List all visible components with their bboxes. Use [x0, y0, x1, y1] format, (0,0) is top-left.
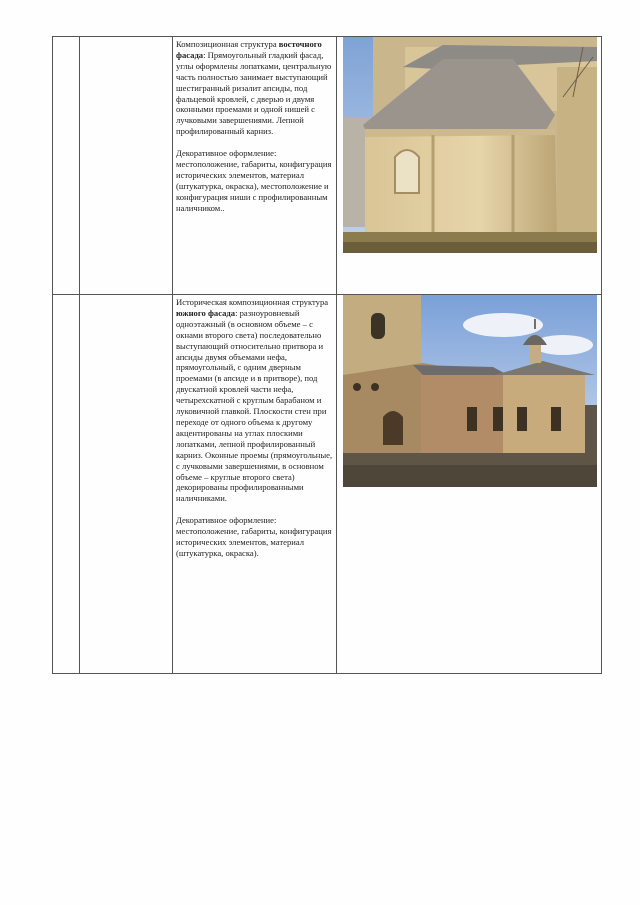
- intro-text: Историческая композиционная структура: [176, 297, 329, 307]
- decoration-paragraph: Декоративное оформление: местоположение, габариты, конфигурация исторических элементов, материал (штукатурка, окраска).: [176, 515, 332, 558]
- photo-cell: [337, 295, 602, 674]
- description-paragraph: [176, 297, 333, 504]
- facade-name: восточного фасада: [176, 39, 322, 60]
- photo-cell: [337, 37, 602, 295]
- facade-table: [52, 36, 602, 674]
- colon: :: [235, 307, 238, 318]
- description-text: разноуровневый одноэтажный (в основном объеме – с окнами второго света) последовательно выступающий относительно притвора и апсиды двумя объемами нефа, прямоугольный, с одним дверным проемами (в апсиде и в притворе), под двускатной кровлей части нефа, четырехскатной с круглым барабаном и луковичной главкой. Плоскости стен при переходе от одного объема к другому акцентированы на углах плоскими лопатками, лепной профилированный карниз. Оконные проемы (прямоугольные, с лучковыми завершениями, в основном объеме – круглые второго света) декорированы профилированными наличниками.: [176, 307, 333, 504]
- south-facade-photo: [343, 295, 597, 487]
- decoration-paragraph: Декоративное оформление: местоположение, габариты, конфигурация исторических элементов, материал (штукатурка, окраска), местоположение и конфигурация ниши с профилированным наличником..: [176, 148, 332, 213]
- colon: :: [203, 49, 206, 60]
- description-paragraph: [176, 39, 333, 137]
- description-cell: [173, 295, 337, 674]
- description-text: Прямоугольный гладкий фасад, углы оформлены лопатками, центральную часть полностью занимает выступающий шестигранный ризалит апсиды, под фальцевой кровлей, с дверью и двумя оконными проемами и одной нишей с лучковыми завершениями. Лепной профилированный карниз.: [176, 49, 332, 137]
- number-cell: [53, 295, 80, 674]
- table-row: [53, 37, 602, 295]
- intro-text: Композиционная структура: [176, 39, 277, 49]
- number-cell: [53, 37, 80, 295]
- description-cell: [173, 37, 337, 295]
- object-cell: [80, 295, 173, 674]
- object-cell: [80, 37, 173, 295]
- table-row: [53, 295, 602, 674]
- facade-name: южного фасада: [176, 307, 236, 318]
- east-facade-photo: [343, 37, 597, 253]
